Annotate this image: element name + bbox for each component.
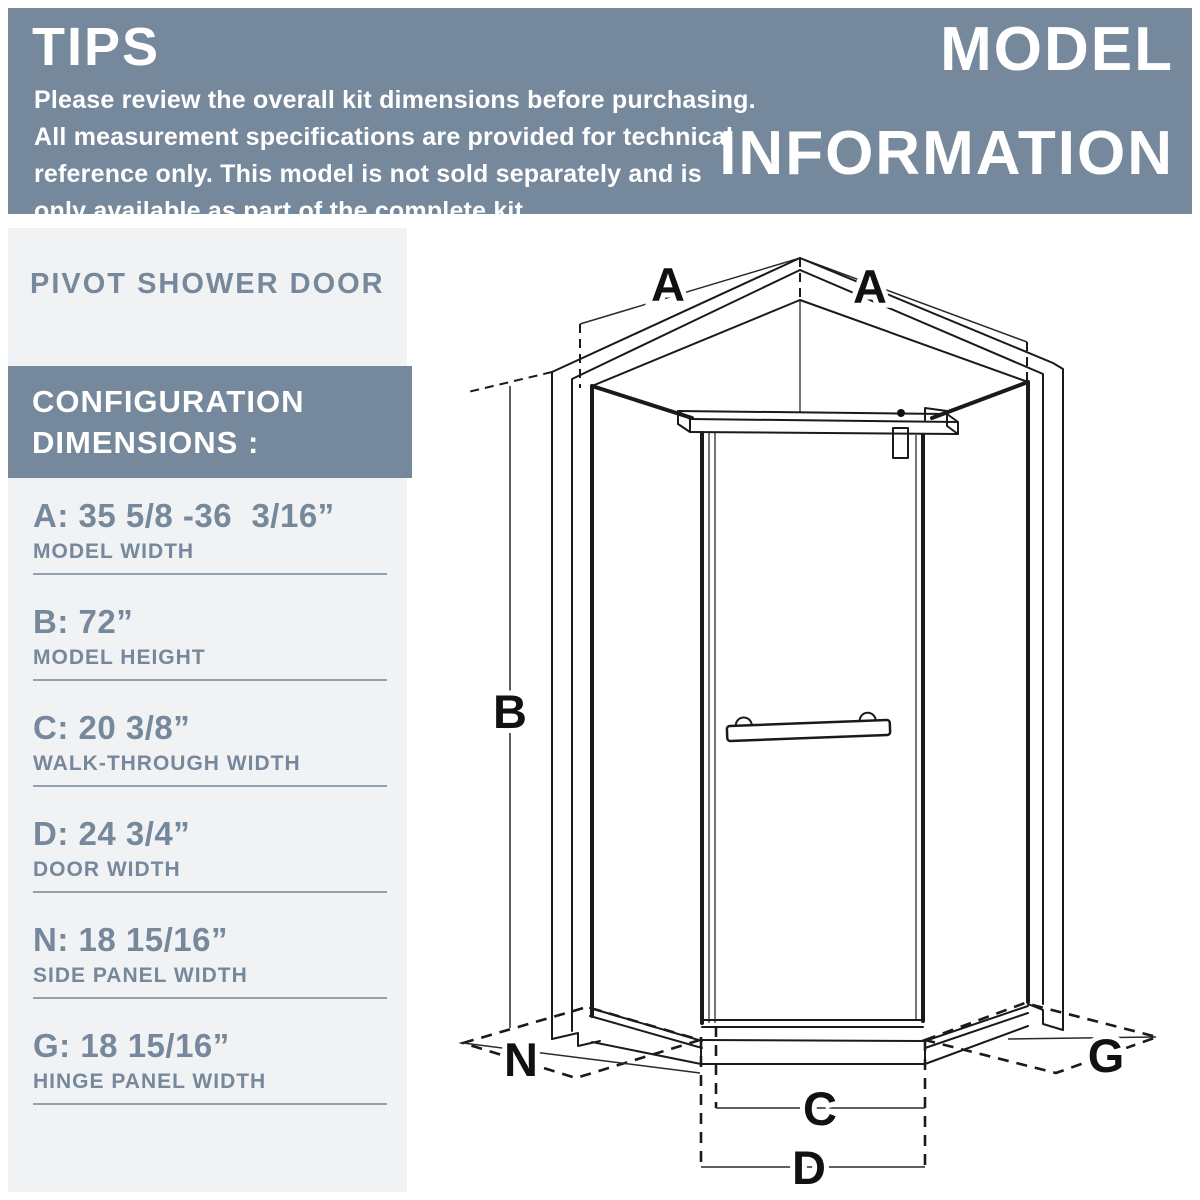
label-c: C <box>803 1082 837 1135</box>
dim-line-a-right <box>800 258 1027 342</box>
dimension-g-label: HINGE PANEL WIDTH <box>33 1070 267 1093</box>
dimension-d-label: DOOR WIDTH <box>33 858 181 881</box>
header-back-edge <box>678 411 947 414</box>
tips-title: TIPS <box>32 17 161 77</box>
left-wall-mid-edge <box>572 270 800 1031</box>
tips-line: only available as part of the complete kit. <box>34 197 531 225</box>
config-heading-line1: CONFIGURATION <box>32 384 305 419</box>
right-wall-bottom-edge <box>1028 1004 1063 1030</box>
label-a-left: A <box>651 258 685 311</box>
left-wall-bottom-edge <box>552 1033 600 1046</box>
tips-line: All measurement specifications are provided for technical <box>34 123 734 151</box>
side-panel-sill-2 <box>590 1016 702 1048</box>
tips-line: reference only. This model is not sold separately and is <box>34 160 702 188</box>
pivot-dot <box>897 409 905 417</box>
dimension-b-label: MODEL HEIGHT <box>33 646 206 669</box>
dim-line-g <box>1008 1037 1156 1039</box>
dimension-c-label: WALK-THROUGH WIDTH <box>33 752 301 775</box>
left-wall-outer-edge <box>552 258 800 1039</box>
header-bottom-edge <box>690 432 958 434</box>
right-wall-inner-top-edge <box>800 300 1028 382</box>
pivot-door <box>702 433 923 1023</box>
model-information-line2: INFORMATION <box>719 119 1174 188</box>
left-wall <box>552 258 800 1046</box>
dimension-lines <box>463 258 1157 1167</box>
label-g: G <box>1087 1029 1125 1082</box>
pivot-pin-bracket <box>893 428 908 458</box>
label-n: N <box>504 1033 538 1086</box>
dimension-n-value: N: 18 15/16” <box>33 921 228 958</box>
dimension-a-value: A: 35 5/8 -36 3/16” <box>33 497 335 534</box>
curb-front-top-edge <box>701 1040 925 1041</box>
label-d: D <box>792 1141 826 1194</box>
left-wall-inner-top-edge <box>592 300 800 386</box>
dimension-d-value: D: 24 3/4” <box>33 815 191 852</box>
towel-bar <box>726 712 890 741</box>
header-right-cap <box>947 414 958 434</box>
dim-line-n <box>463 1043 700 1073</box>
model-information-line1: MODEL <box>940 15 1174 84</box>
product-title: PIVOT SHOWER DOOR <box>30 268 385 300</box>
right-wall-outer-edge <box>800 258 1063 1030</box>
hinge-panel <box>925 382 1028 1048</box>
hinge-panel-sill-1 <box>925 1006 1028 1041</box>
floor-projection-n <box>463 1007 700 1078</box>
dimension-n-label: SIDE PANEL WIDTH <box>33 964 248 987</box>
config-heading-line2: DIMENSIONS : <box>32 425 260 460</box>
label-b: B <box>493 685 527 738</box>
tips-line: Please review the overall kit dimensions before purchasing. <box>34 86 756 114</box>
dimension-a-label: MODEL WIDTH <box>33 540 195 563</box>
hinge-panel-sill-2 <box>925 1013 1028 1048</box>
right-wall <box>800 258 1063 1030</box>
label-a-right: A <box>853 260 887 313</box>
curb-front-face <box>701 1040 925 1064</box>
dimension-c-value: C: 20 3/8” <box>33 709 191 746</box>
side-panel <box>590 386 702 1048</box>
dimension-b-value: B: 72” <box>33 603 134 640</box>
header-front-edge <box>690 419 958 422</box>
curb-right-return <box>925 1026 1028 1064</box>
side-panel-sill-1 <box>590 1008 702 1041</box>
dimension-g-value: G: 18 15/16” <box>33 1027 230 1064</box>
